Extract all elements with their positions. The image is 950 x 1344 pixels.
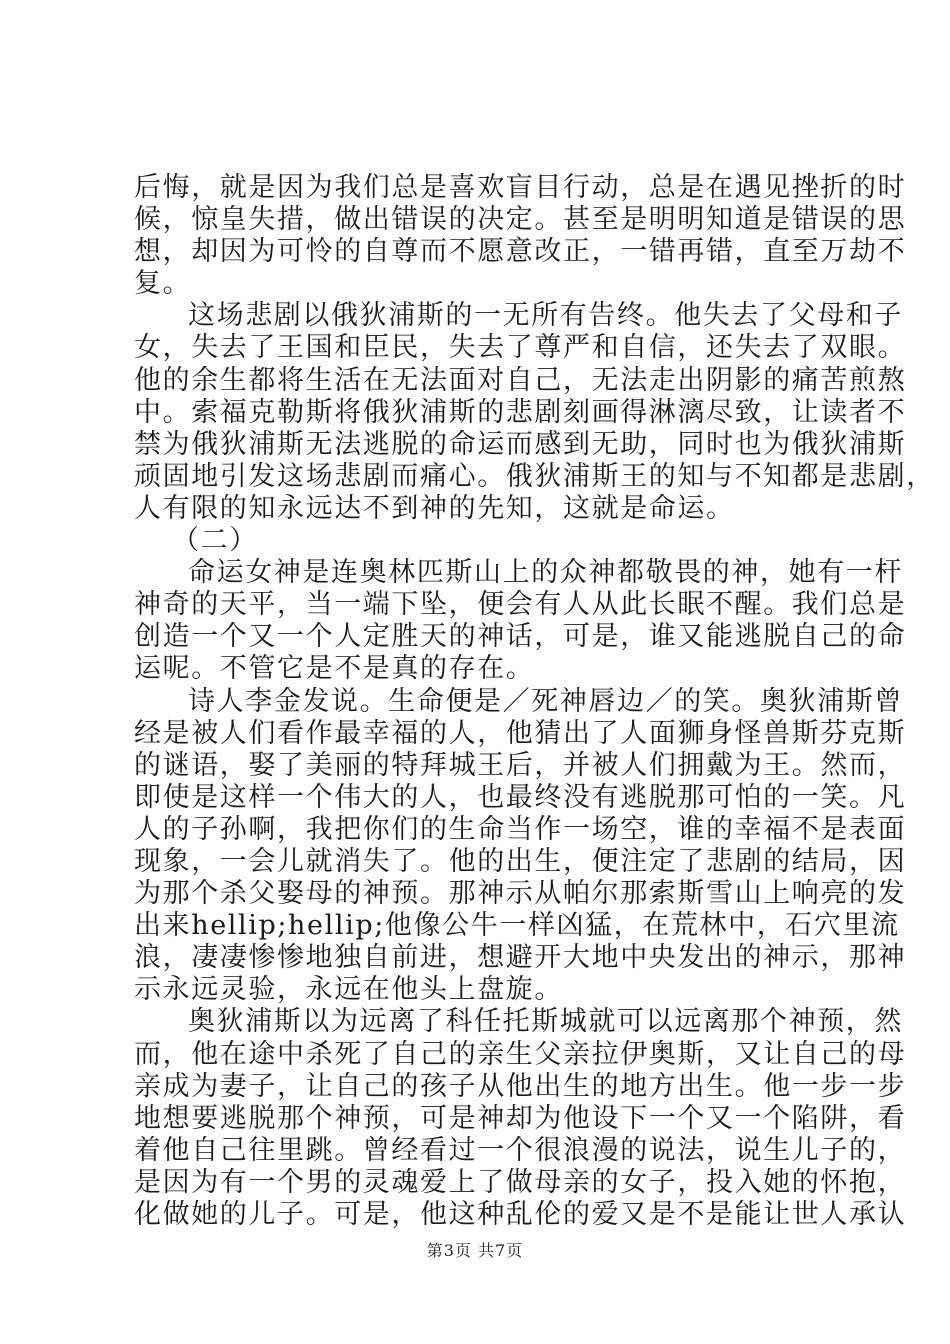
text-line: 这场悲剧以俄狄浦斯的一无所有告终。他失去了父母和子 [188,300,903,332]
text-line: 的谜语，娶了美丽的特拜城王后，并被人们拥戴为王。然而， [134,749,907,781]
text-line: 化做她的儿子。可是，他这种乱伦的爱又是不是能让世人承认 [134,1199,907,1230]
text-line: 候，惊皇失措，做出错误的决定。甚至是明明知道是错误的思 [134,204,907,236]
text-line: 想，却因为可怜的自尊而不愿意改正，一错再错，直至万劫不 [134,236,907,268]
text-line: 示永远灵验，永远在他头上盘旋。 [134,974,563,1006]
text-line: 女，失去了王国和臣民，失去了尊严和自信，还失去了双眼。 [134,332,907,364]
text-line: 为那个杀父娶母的神预。那神示从帕尔那索斯雪山上响亮的发 [134,878,907,910]
text-line: 即使是这样一个伟大的人，也最终没有逃脱那可怕的一笑。凡 [134,781,907,813]
text-line: 现象，一会儿就消失了。他的出生，便注定了悲剧的结局，因 [134,845,907,877]
text-line: 出来hellip;hellip;他像公牛一样凶猛，在荒林中，石穴里流 [134,910,900,942]
text-line: 禁为俄狄浦斯无法逃脱的命运而感到无助，同时也为俄狄浦斯 [134,428,907,460]
text-line: 他的余生都将生活在无法面对自己，无法走出阴影的痛苦煎熬 [134,364,907,396]
text-line: 复。 [134,268,192,300]
text-line: 亲成为妻子，让自己的孩子从他出生的地方出生。他一步一步 [134,1070,907,1102]
page-footer: 第3页 共7页 [426,1241,524,1260]
text-line: 奥狄浦斯以为远离了科任托斯城就可以远离那个神预，然 [188,1006,903,1038]
text-line: 运呢。不管它是不是真的存在。 [134,653,535,685]
text-line: 而，他在途中杀死了自己的亲生父亲拉伊奥斯，又让自己的母 [134,1038,907,1070]
text-line: 浪，凄凄惨惨地独自前进，想避开大地中央发出的神示，那神 [134,942,907,974]
text-line: 神奇的天平，当一端下坠，便会有人从此长眠不醒。我们总是 [134,589,907,621]
text-line: 地想要逃脱那个神预，可是神却为他设下一个又一个陷阱，看 [134,1102,907,1134]
document-body-text [134,172,935,1231]
text-line: 后悔，就是因为我们总是喜欢盲目行动，总是在遇见挫折的时 [134,172,907,203]
text-line: 顽固地引发这场悲剧而痛心。俄狄浦斯王的知与不知都是悲剧， [134,460,935,492]
text-line: 是因为有一个男的灵魂爱上了做母亲的女子，投入她的怀抱， [134,1166,907,1198]
text-line: 经是被人们看作最幸福的人，他猜出了人面狮身怪兽斯芬克斯 [134,717,907,749]
text-line: 创造一个又一个人定胜天的神话，可是，谁又能逃脱自己的命 [134,621,907,653]
section-heading: （二） [172,525,258,557]
text-line: 中。索福克勒斯将俄狄浦斯的悲剧刻画得淋漓尽致，让读者不 [134,396,907,428]
text-line: 命运女神是连奥林匹斯山上的众神都敬畏的神，她有一杆 [188,557,903,589]
text-line: 人的子孙啊，我把你们的生命当作一场空，谁的幸福不是表面 [134,813,907,845]
text-line: 着他自己往里跳。曾经看过一个很浪漫的说法，说生儿子的， [134,1134,907,1166]
text-line: 人有限的知永远达不到神的先知，这就是命运。 [134,492,735,524]
text-line: 诗人李金发说。生命便是／死神唇边／的笑。奥狄浦斯曾 [188,685,903,717]
